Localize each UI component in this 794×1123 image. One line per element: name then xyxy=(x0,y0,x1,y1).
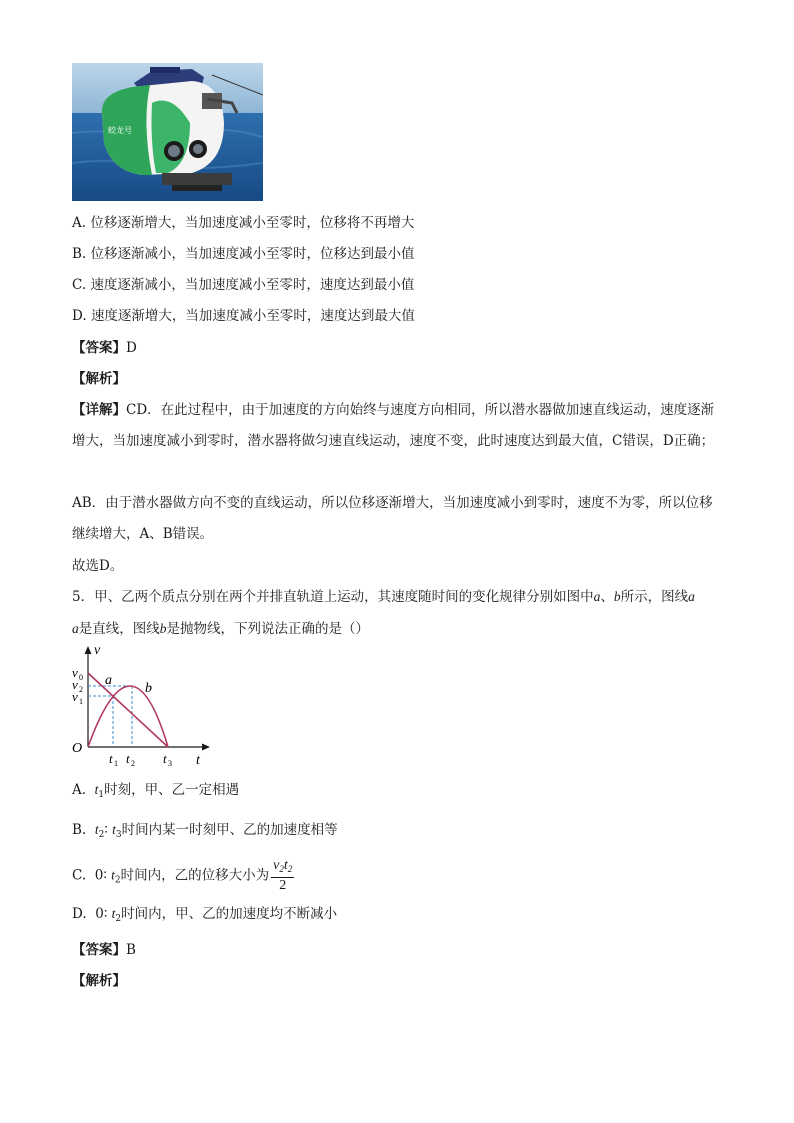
velocity-time-graph xyxy=(68,640,218,770)
q5-option-c: C. 0∶ $t_2$时间内，乙的位移大小为 $\frac{v_2t_2}{2}$ xyxy=(72,858,293,893)
v2-sub: 2 xyxy=(79,685,83,694)
q4-detail-1: 【详解】CD．在此过程中，由于加速度的方向始终与速度方向相同，所以潜水器做加速直线运动，速度逐渐增大，当加速度减小到零时，潜水器将做匀速直线运动，速度不变，此时速度达到最大值，C错误，D正确； xyxy=(72,402,715,449)
v-axis-arrow xyxy=(85,646,92,654)
t3-sub: 3 xyxy=(168,759,172,768)
t-axis-arrow xyxy=(202,744,210,751)
q5-analysis-label: 【解析】 xyxy=(72,973,126,989)
t1-sub: 1 xyxy=(114,759,118,768)
v0-label: v xyxy=(72,665,78,680)
t2-label: t xyxy=(126,751,130,766)
line-a xyxy=(88,673,168,747)
v-axis-label: v xyxy=(94,643,101,658)
v1-sub: 1 xyxy=(79,697,83,706)
q5-option-d: D. 0∶ $t_2$时间内，甲、乙的加速度均不断减小 xyxy=(72,906,338,924)
t-axis-label: t xyxy=(196,753,200,768)
svg-text:蛟龙号: 蛟龙号 xyxy=(108,126,132,135)
curve-a-label: a xyxy=(105,673,112,688)
t1-label: t xyxy=(109,751,113,766)
displacement-fraction: $\frac{v_2t_2}{2}$ xyxy=(273,858,293,893)
q4-analysis-label: 【解析】 xyxy=(72,371,126,387)
q4-option-c: C. 速度逐渐减小，当加速度减小至零时，速度达到最小值 xyxy=(72,277,415,293)
q5-option-b: B. $t_2∶$ $t_3$时间内某一时刻甲、乙的加速度相等 xyxy=(72,822,338,840)
q4-conclusion: 故选D。 xyxy=(72,558,124,574)
q4-detail-2: AB．由于潜水器做方向不变的直线运动，所以位移逐渐增大，当加速度减小到零时，速度不为零，所以位移继续增大，A、B错误。 xyxy=(72,495,713,542)
t3-label: t xyxy=(163,751,167,766)
q5-option-a: A. $t_1$时刻，甲、乙一定相遇 xyxy=(72,782,240,800)
q5-stem: 5．甲、乙两个质点分别在两个并排直轨道上运动，其速度随时间的变化规律分别如图中a、b所示，图线a a是直线，图线b是抛物线，下列说法正确的是（） xyxy=(72,589,695,637)
submarine-photo xyxy=(72,63,263,201)
v1-label: v xyxy=(72,689,78,704)
t2-sub: 2 xyxy=(131,759,135,768)
v0-sub: 0 xyxy=(79,673,83,682)
q4-option-d: D. 速度逐渐增大，当加速度减小至零时，速度达到最大值 xyxy=(72,308,415,324)
q4-option-b: B. 位移逐渐减小，当加速度减小至零时，位移达到最小值 xyxy=(72,246,415,262)
q5-answer: 【答案】B xyxy=(72,942,136,958)
v2-label: v xyxy=(72,677,78,692)
curve-b xyxy=(88,686,168,747)
q4-option-a: A. 位移逐渐增大，当加速度减小至零时，位移将不再增大 xyxy=(72,215,415,231)
q4-answer: 【答案】D xyxy=(72,340,137,356)
curve-b-label: b xyxy=(145,681,152,696)
origin-label: O xyxy=(72,741,83,756)
